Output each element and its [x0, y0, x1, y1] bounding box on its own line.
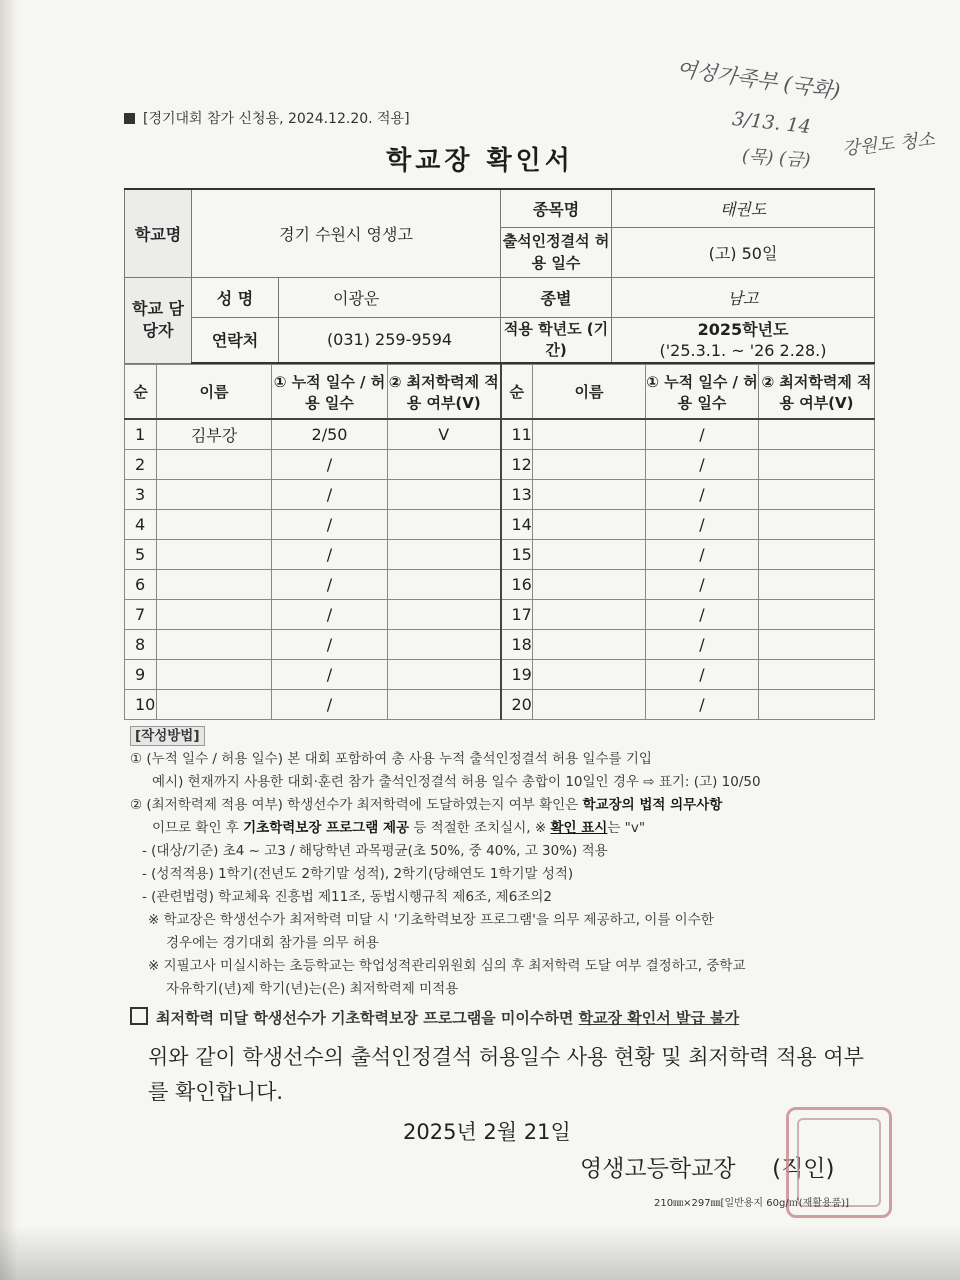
note-2a: ② (최저학력제 적용 여부) 학생선수가 최저학력에 도달하였는지 여부 확인은	[130, 797, 579, 813]
handwritten-signature: 강원도 청소	[841, 129, 936, 160]
header-note	[124, 108, 410, 128]
min-level-check	[388, 540, 501, 570]
instructions	[130, 725, 890, 1030]
days-used-2: /	[646, 660, 759, 690]
note-2e: 등 적절한 조치실시, ※	[413, 820, 547, 836]
name-value: 이광운	[279, 277, 501, 317]
days-used: 2/50	[272, 419, 388, 450]
handwritten-note-line2: 3/13. 14	[731, 107, 812, 139]
min-level-check-2	[759, 660, 875, 690]
note-1: ① (누적 일수 / 허용 일수) 본 대회 포함하여 총 사용 누적 출석인정결석 허용 일수를 기입	[130, 751, 652, 767]
row-number: 7	[125, 600, 157, 630]
school-label: 학교명	[125, 189, 192, 277]
days-used: /	[272, 600, 388, 630]
min-level-check: V	[388, 419, 501, 450]
min-level-check-2	[759, 570, 875, 600]
days-used-2: /	[646, 419, 759, 450]
header-days-2: ① 누적 일수 / 허용 일수	[646, 365, 759, 420]
row-number-2: 16	[501, 570, 533, 600]
header-min-level-2: ② 최저학력제 적용 여부(V)	[759, 365, 875, 420]
row-number: 3	[125, 480, 157, 510]
student-name-2	[533, 419, 646, 450]
detail-law: - (관련법령) 학교체육 진흥법 제11조, 동법시행규칙 제6조, 제6조의2	[142, 889, 552, 905]
days-used: /	[272, 690, 388, 720]
page-edge-shadow	[0, 0, 18, 1280]
min-level-check-2	[759, 630, 875, 660]
star-note-2a: ※ 지필고사 미실시하는 초등학교는 학업성적관리위원회 심의 후 최저학력 도달 여부 결정하고, 중학교	[148, 958, 746, 974]
days-used-2: /	[646, 540, 759, 570]
header-name: 이름	[157, 365, 272, 420]
header-days: ① 누적 일수 / 허용 일수	[272, 365, 388, 420]
year-cell	[612, 317, 875, 363]
days-used: /	[272, 660, 388, 690]
student-name	[157, 630, 272, 660]
days-used: /	[272, 630, 388, 660]
min-level-check	[388, 630, 501, 660]
row-number-2: 11	[501, 419, 533, 450]
table-row	[125, 510, 875, 540]
table-row	[125, 660, 875, 690]
student-name-2	[533, 450, 646, 480]
note-2-line2	[130, 817, 890, 840]
detail-target: - (대상/기준) 초4 ~ 고3 / 해당학년 과목평균(초 50%, 중 40%, 고 30%) 적용	[142, 843, 608, 859]
days-used: /	[272, 450, 388, 480]
min-level-check-2	[759, 480, 875, 510]
student-name: 김부강	[157, 419, 272, 450]
allowed-days-label: 출석인정결석 허용 일수	[501, 227, 612, 277]
student-name-2	[533, 570, 646, 600]
note-2d: 기초학력보장 프로그램 제공	[243, 820, 410, 836]
detail-grades: - (성적적용) 1학기(전년도 2학기말 성적), 2학기(당해연도 1학기말 성적)	[142, 866, 574, 882]
days-used: /	[272, 510, 388, 540]
gender-value: 남고	[612, 277, 875, 317]
seal-label: (직인)	[772, 1156, 835, 1182]
header-note-text: [경기대회 참가 신청용, 2024.12.20. 적용]	[143, 111, 410, 127]
min-level-check-2	[759, 510, 875, 540]
student-name	[157, 660, 272, 690]
table-row	[125, 570, 875, 600]
note-2c: 이므로 확인 후	[152, 820, 239, 836]
row-number: 2	[125, 450, 157, 480]
note-2f: 확인 표시	[550, 820, 608, 836]
principal-name: 영생고등학교장	[580, 1156, 736, 1182]
min-level-check-2	[759, 450, 875, 480]
note-1-example: 예시) 현재까지 사용한 대회·훈련 참가 출석인정결석 허용 일수 총합이 10일인 경우 ⇨ 표기: (고) 10/50	[152, 774, 761, 790]
handwritten-note-line3: (목) (금)	[741, 145, 812, 172]
handwritten-note-line1: 여성가족부 (국화)	[674, 56, 842, 104]
min-level-check	[388, 450, 501, 480]
student-name-2	[533, 510, 646, 540]
row-number-2: 13	[501, 480, 533, 510]
min-level-check-2	[759, 419, 875, 450]
table-row	[125, 630, 875, 660]
row-number-2: 17	[501, 600, 533, 630]
table-row	[125, 480, 875, 510]
min-level-check	[388, 570, 501, 600]
min-level-check-2	[759, 690, 875, 720]
student-name-2	[533, 660, 646, 690]
table-row	[125, 600, 875, 630]
paper-spec-footer: 210㎜×297㎜[일반용지 60g/㎡(재활용품)]	[654, 1198, 850, 1209]
header-no-2: 순	[501, 365, 533, 420]
student-name	[157, 570, 272, 600]
row-number-2: 20	[501, 690, 533, 720]
days-used-2: /	[646, 480, 759, 510]
warning-line	[130, 1007, 890, 1030]
gender-label: 종별	[501, 277, 612, 317]
days-used-2: /	[646, 570, 759, 600]
info-table	[124, 188, 875, 364]
star-note-1a: ※ 학교장은 학생선수가 최저학력 미달 시 '기초학력보장 프로그램'을 의무 제공하고, 이를 이수한	[148, 912, 714, 928]
star-note-2b: 자유학기(년)제 학기(년)는(은) 최저학력제 미적용	[166, 981, 459, 997]
square-bullet-icon	[124, 113, 135, 124]
row-number: 9	[125, 660, 157, 690]
table-row	[125, 690, 875, 720]
row-number-2: 19	[501, 660, 533, 690]
days-used-2: /	[646, 690, 759, 720]
row-number-2: 12	[501, 450, 533, 480]
days-used-2: /	[646, 600, 759, 630]
page-title: 학교장 확인서	[386, 146, 574, 176]
min-level-check	[388, 510, 501, 540]
row-number: 5	[125, 540, 157, 570]
warning-a: 최저학력 미달 학생선수가 기초학력보장 프로그램을 미이수하면	[156, 1009, 574, 1027]
table-row	[125, 419, 875, 450]
note-2g: 는 "v"	[607, 820, 646, 836]
warning-b: 학교장 확인서 발급 불가	[578, 1009, 740, 1027]
days-used: /	[272, 480, 388, 510]
header-name-2: 이름	[533, 365, 646, 420]
header-min-level: ② 최저학력제 적용 여부(V)	[388, 365, 501, 420]
min-level-check	[388, 660, 501, 690]
min-level-check	[388, 480, 501, 510]
student-name	[157, 690, 272, 720]
student-name	[157, 480, 272, 510]
days-used-2: /	[646, 450, 759, 480]
event-value: 태권도	[612, 189, 875, 227]
student-name	[157, 510, 272, 540]
student-name	[157, 450, 272, 480]
student-name	[157, 600, 272, 630]
min-level-check	[388, 600, 501, 630]
year-period: ('25.3.1. ~ '26 2.28.)	[659, 340, 827, 360]
row-number: 1	[125, 419, 157, 450]
days-used: /	[272, 540, 388, 570]
days-used-2: /	[646, 630, 759, 660]
row-number: 4	[125, 510, 157, 540]
table-row	[125, 450, 875, 480]
note-2b: 학교장의 법적 의무사항	[582, 797, 723, 813]
days-used: /	[272, 570, 388, 600]
instructions-heading: [작성방법]	[130, 726, 205, 746]
confirmation-text: 위와 같이 학생선수의 출석인정결석 허용일수 사용 현황 및 최저학력 적용 여부를 확인합니다.	[148, 1045, 864, 1104]
checkbox-square-icon	[130, 1007, 148, 1025]
student-name-2	[533, 690, 646, 720]
contact-label: 연락처	[192, 317, 279, 363]
row-number: 8	[125, 630, 157, 660]
bottom-shadow	[0, 1225, 960, 1280]
student-name-2	[533, 630, 646, 660]
min-level-check-2	[759, 600, 875, 630]
year-value: 2025학년도	[697, 319, 789, 339]
header-no: 순	[125, 365, 157, 420]
contact-value: (031) 259-9594	[279, 317, 501, 363]
days-used-2: /	[646, 510, 759, 540]
row-number-2: 18	[501, 630, 533, 660]
row-number-2: 14	[501, 510, 533, 540]
manager-label: 학교 담당자	[125, 277, 192, 363]
year-label: 적용 학년도 (기간)	[501, 317, 612, 363]
min-level-check-2	[759, 540, 875, 570]
note-2-line1	[130, 794, 890, 817]
roster-table	[124, 364, 875, 720]
name-label: 성 명	[192, 277, 279, 317]
row-number-2: 15	[501, 540, 533, 570]
allowed-days-value: (고) 50일	[612, 227, 875, 277]
roster-body	[125, 419, 875, 720]
student-name	[157, 540, 272, 570]
student-name-2	[533, 480, 646, 510]
student-name-2	[533, 540, 646, 570]
star-note-1b: 경우에는 경기대회 참가를 의무 허용	[166, 935, 379, 951]
min-level-check	[388, 690, 501, 720]
school-value: 경기 수원시 영생고	[192, 189, 501, 277]
row-number: 10	[125, 690, 157, 720]
row-number: 6	[125, 570, 157, 600]
table-row	[125, 540, 875, 570]
event-label: 종목명	[501, 189, 612, 227]
issue-date: 2025년 2월 21일	[403, 1120, 571, 1144]
student-name-2	[533, 600, 646, 630]
